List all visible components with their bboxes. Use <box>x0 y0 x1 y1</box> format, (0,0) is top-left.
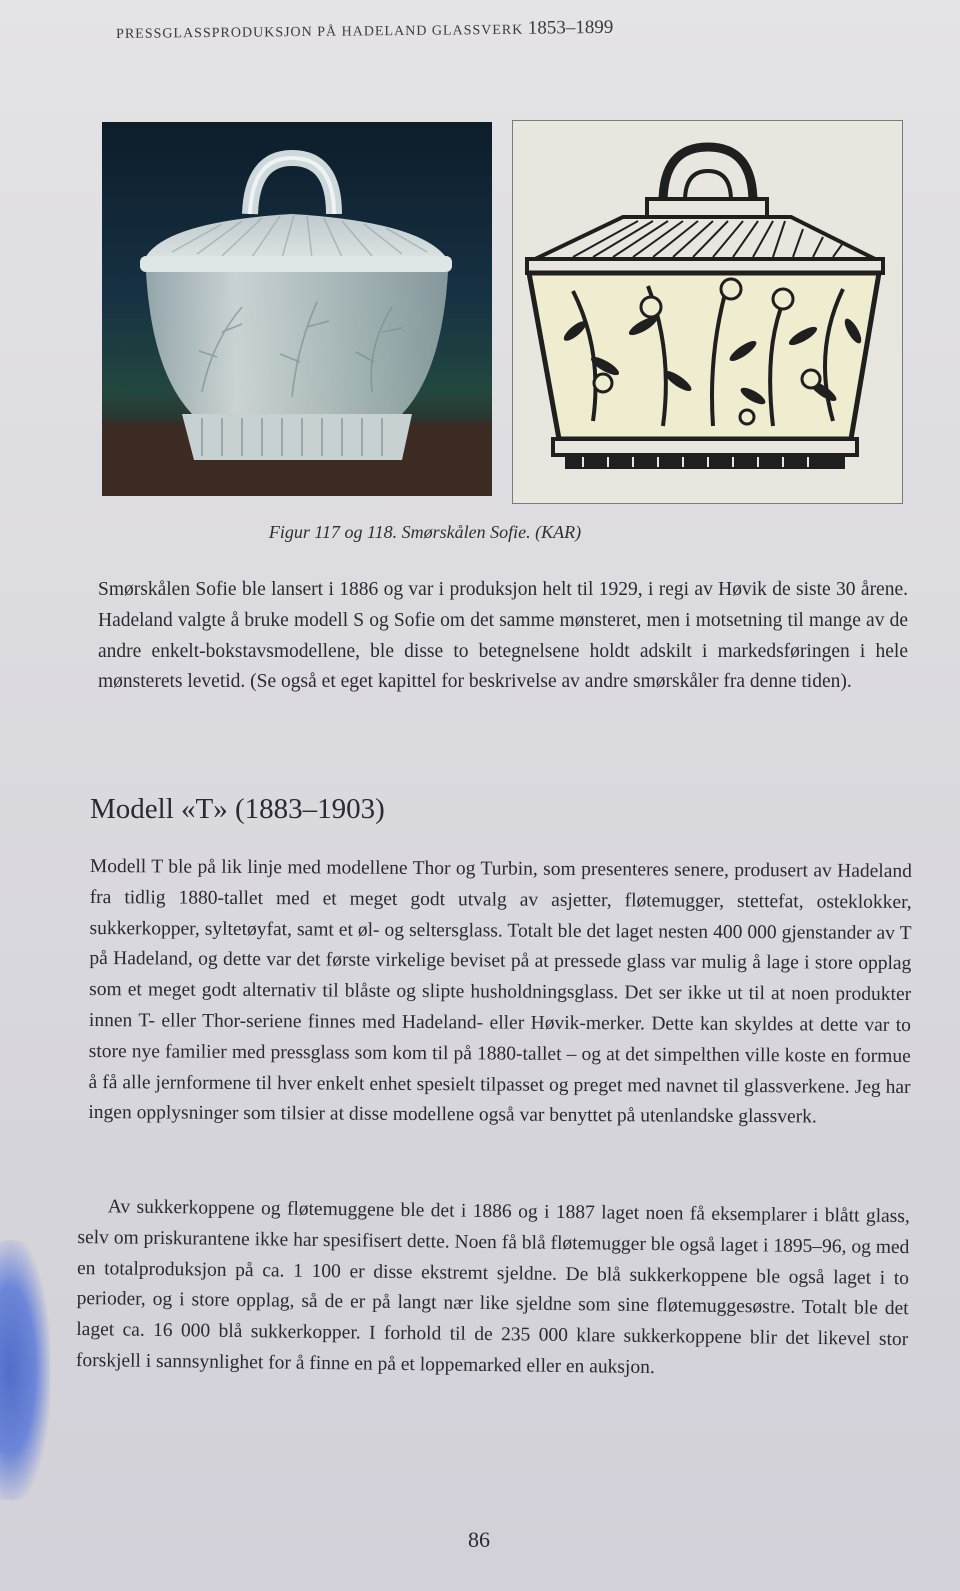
body-paragraph-1: Smørskålen Sofie ble lansert i 1886 og var i produksjon helt til 1929, i regi av Høvik de siste 30 årene. Hadeland valgte å bruke modell S og Sofie om det samme mønsteret, men i motsetning til mange av de andre enkelt-bokstavsmodellene, ble disse to betegnelsene holdt adskilt i markedsføringen i hele mønsterets levetid. (Se også et eget kapittel for beskrivelse av andre smørskåler fra denne tiden). <box>98 579 908 693</box>
section-heading: Modell «T» (1883–1903) <box>90 793 385 825</box>
butter-dish-drawing-icon <box>513 121 902 503</box>
finger-shadow <box>0 1240 50 1500</box>
body-paragraph-3: Av sukkerkoppene og fløtemuggene ble det i 1886 og i 1887 laget noen få eksemplarer i blått glass, selv om priskurantene ikke har spesifisert dette. Noen få blå fløtemugger ble også laget i 1895–96, og med en totalproduksjon på ca. 1 100 er disse ekstremt sjeldne. De blå sukkerkoppene ble også laget i to perioder, og i store opplag, så de er på langt nær like sjeldne som sine fløtemuggesøstre. Totalt ble det laget ca. 16 000 blå sukkerkopper. I forhold til de 235 000 klare sukkerkoppene blir det likevel stor forskjell i sannsynlighet for å finne en på et loppemarked eller en auksjon. <box>75 1196 910 1379</box>
glass-butter-dish-photo-icon <box>102 122 492 496</box>
running-head-years: 1853–1899 <box>527 16 614 39</box>
running-head-title: PRESSGLASSPRODUKSJON PÅ HADELAND GLASSVERK <box>116 22 524 42</box>
figure-caption: Figur 117 og 118. Smørskålen Sofie. (KAR) <box>268 522 582 542</box>
running-head <box>116 15 816 44</box>
figure-117-photo <box>102 122 492 496</box>
figure-118-drawing <box>512 120 903 504</box>
page-number: 86 <box>468 1527 490 1552</box>
body-paragraph-2: Modell T ble på lik linje med modellene Thor og Turbin, som presenteres senere, produsert av Hadeland fra tidlig 1880-tallet med et meget godt utvalg av asjetter, fløtemugger, stettefat, osteklokker, sukkerkopper, syltetøyfat, samt et øl- og seltersglass. Totalt ble det laget nesten 400 000 gjenstander av T på Hadeland, og dette var det første virkelige beviset på at pressede glass var mulig å lage i store opplag som et meget godt alternativ til blåste og slipte husholdningsglass. Det ser ikke ut til at noen produkter innen T- eller Thor-seriene finnes med Hadeland- eller Høvik-merker. Dette kan skyldes at dette var to store nye familier med pressglass som kom til på 1880-tallet – og at det simpelthen ville koste en formue å få alle jernformene til hver enkelt enhet spesielt tilpasset og preget med navnet til glassverkene. Jeg har ingen opplysninger som tilsier at disse modellene også var benyttet på utenlandske glassverk. <box>88 855 912 1128</box>
